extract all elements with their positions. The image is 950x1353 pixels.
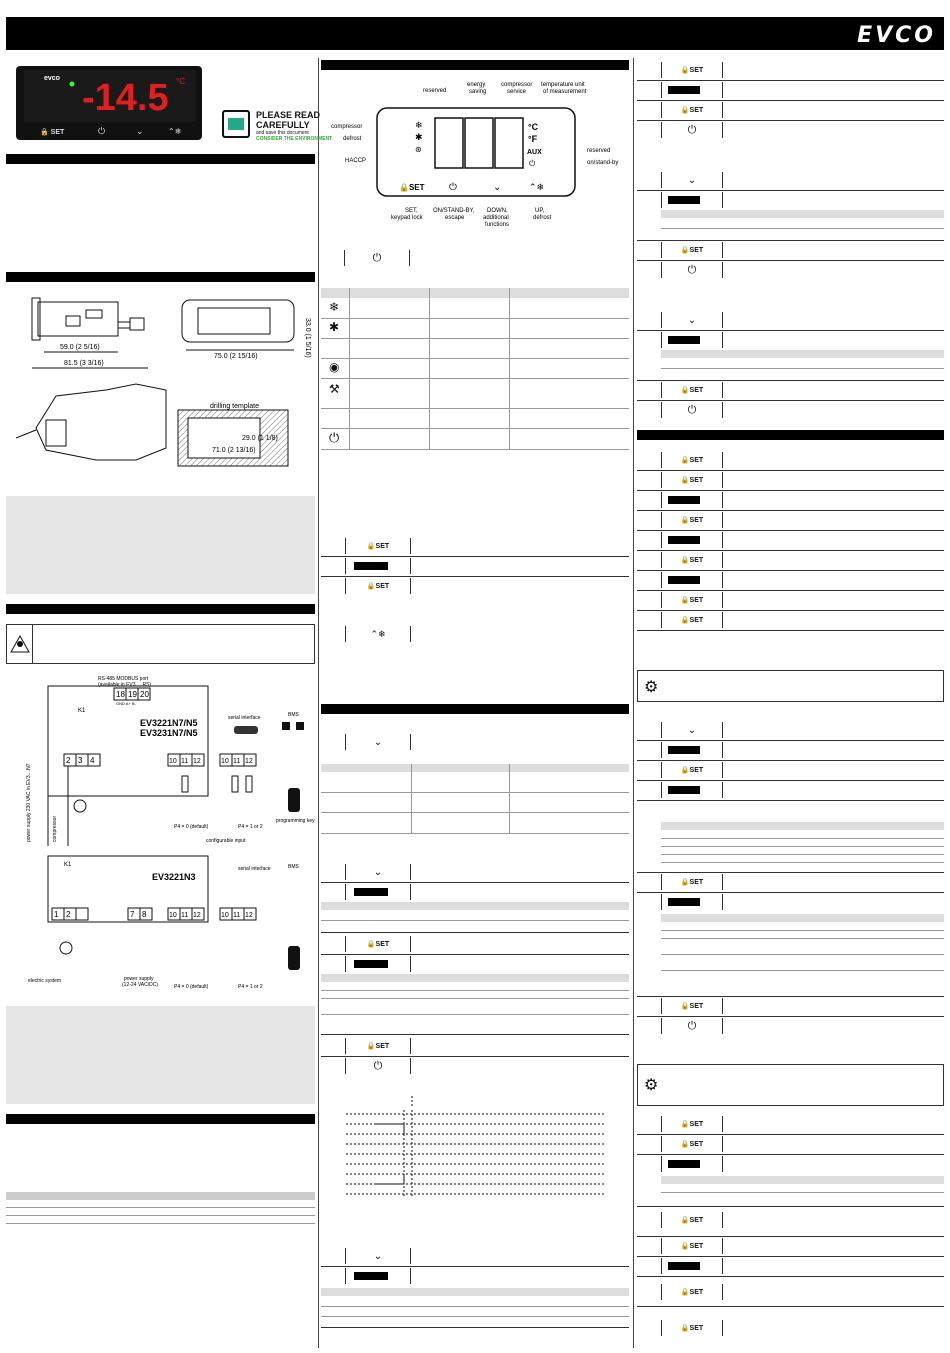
down-up-keys bbox=[661, 492, 723, 508]
dim-71: 71.0 (2 13/16) bbox=[212, 447, 256, 454]
svg-text:11: 11 bbox=[233, 912, 241, 919]
svg-text:10: 10 bbox=[169, 912, 177, 919]
svg-text:12: 12 bbox=[245, 758, 253, 765]
svg-text:power supply: power supply bbox=[124, 976, 154, 982]
svg-text:power supply 230 VAC in EV3...: power supply 230 VAC in EV3....N7 bbox=[26, 763, 32, 842]
down-up-keys bbox=[661, 192, 723, 208]
gear-icon: ⚙ bbox=[644, 679, 659, 696]
svg-text:⌃❄: ⌃❄ bbox=[168, 127, 182, 136]
note-box bbox=[6, 496, 315, 594]
down-up-keys bbox=[661, 532, 723, 548]
key-seq-2 bbox=[321, 864, 629, 1104]
svg-text:compressor: compressor bbox=[331, 124, 363, 130]
warning-box bbox=[6, 624, 315, 664]
set-key: 🔒 SET bbox=[661, 612, 723, 628]
svg-text:⌄: ⌄ bbox=[493, 182, 502, 193]
svg-text:EV3221N7/N5: EV3221N7/N5 bbox=[140, 718, 198, 728]
section-bar bbox=[321, 60, 629, 70]
note-box bbox=[6, 1006, 315, 1104]
down-up-keys bbox=[661, 742, 723, 758]
svg-text:service: service bbox=[507, 89, 527, 95]
svg-text:P4 = 1 or 2: P4 = 1 or 2 bbox=[238, 824, 263, 830]
svg-text:4: 4 bbox=[90, 756, 95, 765]
gear-icon: ⚙ bbox=[644, 1077, 659, 1094]
set-key: 🔒 SET bbox=[345, 1038, 411, 1054]
power-icon: ⏻ bbox=[345, 1058, 411, 1074]
section-bar bbox=[6, 1114, 315, 1124]
down-up-keys bbox=[661, 782, 723, 798]
svg-text:GND A+ B-: GND A+ B- bbox=[116, 701, 136, 706]
dim-29: 29.0 (1 1/8) bbox=[242, 435, 278, 442]
svg-text:⊛: ⊛ bbox=[415, 145, 422, 154]
section-bar bbox=[6, 272, 315, 282]
read-title-1: PLEASE READ bbox=[256, 110, 321, 120]
section-bar bbox=[6, 604, 315, 614]
dim-75: 75.0 (2 15/16) bbox=[214, 353, 258, 360]
key-seq-1 bbox=[321, 538, 629, 598]
svg-text:EV3231N7/N5: EV3231N7/N5 bbox=[140, 728, 198, 738]
svg-text:⏻: ⏻ bbox=[449, 182, 457, 193]
svg-text:saving: saving bbox=[469, 89, 487, 95]
svg-text:12: 12 bbox=[193, 912, 201, 919]
svg-text:7: 7 bbox=[130, 910, 135, 919]
power-icon: ⏻ bbox=[661, 262, 723, 278]
defrost-icon: ✱ bbox=[329, 320, 340, 334]
display-value: -14.5 bbox=[82, 77, 169, 119]
svg-text:serial interface: serial interface bbox=[228, 715, 261, 721]
front-panel-diagram bbox=[321, 76, 629, 232]
dimensions-drawing bbox=[6, 288, 315, 468]
svg-text:10: 10 bbox=[221, 758, 229, 765]
svg-text:SET,: SET, bbox=[405, 208, 418, 214]
dim-59: 59.0 (2 5/16) bbox=[60, 344, 100, 351]
set-key: 🔒 SET bbox=[661, 998, 723, 1014]
down-up-keys bbox=[345, 956, 411, 972]
svg-text:UP,: UP, bbox=[535, 208, 545, 214]
svg-text:20: 20 bbox=[140, 690, 149, 699]
set-key: 🔒 SET bbox=[661, 592, 723, 608]
svg-text:°F: °F bbox=[528, 134, 538, 144]
standby-icon: ⏻ bbox=[329, 430, 340, 445]
service-wrench-icon: ⚒ bbox=[329, 382, 340, 396]
svg-text:compressor: compressor bbox=[52, 815, 58, 842]
down-up-keys bbox=[661, 572, 723, 588]
svg-text:functions: functions bbox=[485, 222, 510, 228]
svg-text:°C: °C bbox=[176, 77, 185, 86]
svg-text:defrost: defrost bbox=[533, 215, 552, 221]
key-seq-3 bbox=[321, 1248, 629, 1328]
svg-text:of measurement: of measurement bbox=[543, 89, 587, 95]
set-key: 🔒 SET bbox=[661, 1116, 723, 1132]
svg-text:programming key: programming key bbox=[276, 818, 315, 824]
down-key: ⌄ bbox=[345, 1248, 411, 1264]
svg-text:EV3221N3: EV3221N3 bbox=[152, 872, 196, 882]
set-key: 🔒 SET bbox=[661, 62, 723, 78]
svg-text:2: 2 bbox=[66, 756, 71, 765]
svg-text:18: 18 bbox=[116, 690, 125, 699]
svg-text:°C: °C bbox=[528, 122, 539, 132]
down-key: ⌄ bbox=[661, 312, 723, 328]
warning-electrician-icon bbox=[10, 634, 30, 654]
down-up-keys bbox=[661, 1258, 723, 1274]
column-divider bbox=[318, 58, 319, 1348]
read-env: CONSIDER THE ENVIRONMENT bbox=[256, 136, 333, 142]
svg-text:3: 3 bbox=[78, 756, 83, 765]
set-key: 🔒 SET bbox=[345, 538, 411, 554]
down-key: ⌄ bbox=[661, 722, 723, 738]
svg-text:(available in EV3.... RS): (available in EV3.... RS) bbox=[98, 682, 152, 688]
svg-text:configurable input: configurable input bbox=[206, 838, 246, 844]
svg-text:8: 8 bbox=[142, 910, 147, 919]
key-row-onoff bbox=[344, 250, 410, 266]
up-defrost-key: ⌃❄ bbox=[345, 626, 411, 642]
svg-text:11: 11 bbox=[233, 758, 241, 765]
set-key: 🔒 SET bbox=[661, 1238, 723, 1254]
drill-label: drilling template bbox=[210, 403, 260, 410]
svg-text:❄: ❄ bbox=[415, 120, 423, 130]
svg-text:19: 19 bbox=[128, 690, 137, 699]
svg-text:11: 11 bbox=[181, 758, 189, 765]
svg-text:12: 12 bbox=[245, 912, 253, 919]
section-bar bbox=[321, 704, 629, 714]
key-seq-c3-6 bbox=[637, 1116, 944, 1346]
svg-text:energy: energy bbox=[467, 82, 486, 88]
read-sub: and save this document bbox=[256, 130, 309, 136]
set-key: 🔒 SET bbox=[661, 1320, 723, 1336]
down-key: ⌄ bbox=[661, 172, 723, 188]
dim-81: 81.5 (3 3/16) bbox=[64, 360, 104, 367]
svg-text:escape: escape bbox=[445, 215, 465, 221]
svg-text:DOWN,: DOWN, bbox=[487, 208, 508, 214]
svg-text:11: 11 bbox=[181, 912, 189, 919]
evco-logo: EVCO bbox=[857, 23, 936, 48]
set-key: 🔒 SET bbox=[661, 1136, 723, 1152]
key-seq-c3-2 bbox=[637, 172, 944, 282]
set-key: 🔒 SET bbox=[661, 102, 723, 118]
svg-text:AUX: AUX bbox=[527, 149, 542, 156]
settings-box-1 bbox=[637, 670, 944, 702]
down-up-keys bbox=[661, 332, 723, 348]
svg-text:additional: additional bbox=[483, 215, 509, 221]
down-up-keys bbox=[661, 82, 723, 98]
dim-33: 33.0 (1 5/16) bbox=[304, 318, 311, 358]
svg-text:P4 = 0 (default): P4 = 0 (default) bbox=[174, 824, 209, 830]
header-bar bbox=[6, 17, 944, 50]
wiring-diagram-1 bbox=[6, 672, 315, 848]
svg-text:1: 1 bbox=[54, 910, 59, 919]
svg-text:✱: ✱ bbox=[415, 132, 423, 142]
set-key: 🔒 SET bbox=[661, 472, 723, 488]
svg-text:keypad lock: keypad lock bbox=[391, 215, 423, 221]
down-key: ⌄ bbox=[345, 734, 411, 750]
key-seq-c3-4 bbox=[637, 450, 944, 632]
svg-text:evco: evco bbox=[44, 75, 60, 82]
power-icon: ⏻ bbox=[661, 402, 723, 418]
key-seq-c3-5 bbox=[637, 722, 944, 1022]
down-up-keys bbox=[345, 884, 411, 900]
svg-text:12: 12 bbox=[193, 758, 201, 765]
set-key: 🔒 SET bbox=[661, 874, 723, 890]
svg-text:reserved: reserved bbox=[423, 88, 447, 94]
set-key: 🔒 SET bbox=[661, 512, 723, 528]
svg-text:K1: K1 bbox=[64, 862, 72, 868]
svg-text:BMS: BMS bbox=[288, 712, 299, 718]
down-up-keys bbox=[345, 558, 411, 574]
svg-text:⏻: ⏻ bbox=[98, 126, 106, 136]
key-seq-c3-3 bbox=[637, 312, 944, 422]
svg-text:HACCP: HACCP bbox=[345, 158, 367, 164]
svg-text:⏻: ⏻ bbox=[529, 159, 536, 168]
svg-text:⌃❄: ⌃❄ bbox=[529, 182, 545, 192]
read-title-2: CAREFULLY bbox=[256, 120, 310, 130]
svg-text:P4 = 1 or 2: P4 = 1 or 2 bbox=[238, 984, 263, 990]
small-table bbox=[6, 1192, 315, 1232]
svg-text:10: 10 bbox=[221, 912, 229, 919]
down-up-keys bbox=[661, 894, 723, 910]
hand-icon bbox=[228, 118, 244, 130]
svg-text:RS-485 MODBUS port: RS-485 MODBUS port bbox=[98, 676, 149, 682]
set-key: 🔒 SET bbox=[661, 452, 723, 468]
power-icon: ⏻ bbox=[661, 122, 723, 138]
settings-box-2 bbox=[637, 1064, 944, 1106]
svg-text:⌄: ⌄ bbox=[136, 126, 144, 136]
power-icon: ⏻ bbox=[661, 1018, 723, 1034]
compressor-icon: ❄ bbox=[329, 300, 340, 314]
svg-text:(12-24 VAC/DC): (12-24 VAC/DC) bbox=[122, 982, 159, 988]
led-table bbox=[321, 288, 629, 450]
set-key: 🔒 SET bbox=[661, 762, 723, 778]
svg-text:reserved: reserved bbox=[587, 148, 611, 154]
energy-saving-icon: ◉ bbox=[329, 360, 340, 374]
set-key: 🔒 SET bbox=[661, 1212, 723, 1228]
power-icon: ⏻ bbox=[372, 251, 382, 264]
svg-text:10: 10 bbox=[169, 758, 177, 765]
svg-text:🔒 SET: 🔒 SET bbox=[40, 129, 65, 136]
timing-chart bbox=[344, 1096, 606, 1200]
wiring-diagram-2 bbox=[6, 852, 315, 992]
down-up-keys bbox=[661, 1156, 723, 1172]
product-photo bbox=[14, 62, 204, 146]
set-key: 🔒 SET bbox=[661, 382, 723, 398]
svg-text:serial interface: serial interface bbox=[238, 866, 271, 872]
svg-text:defrost: defrost bbox=[343, 136, 362, 142]
svg-text:temperature unit: temperature unit bbox=[541, 82, 585, 88]
svg-text:compressor: compressor bbox=[501, 82, 533, 88]
svg-text:P4 = 0 (default): P4 = 0 (default) bbox=[174, 984, 209, 990]
svg-text:2: 2 bbox=[66, 910, 71, 919]
func-table bbox=[321, 764, 629, 834]
set-key: 🔒 SET bbox=[661, 552, 723, 568]
section-bar bbox=[637, 430, 944, 440]
svg-text:K1: K1 bbox=[78, 708, 86, 714]
svg-text:🔒SET: 🔒SET bbox=[399, 183, 425, 192]
key-seq-c3-1 bbox=[637, 60, 944, 140]
set-key: 🔒 SET bbox=[661, 1284, 723, 1300]
down-key: ⌄ bbox=[345, 864, 411, 880]
section-bar bbox=[6, 154, 315, 164]
set-key: 🔒 SET bbox=[345, 936, 411, 952]
down-up-keys bbox=[345, 1268, 411, 1284]
svg-text:electric system: electric system bbox=[28, 978, 62, 984]
svg-text:on/stand-by: on/stand-by bbox=[587, 160, 619, 166]
svg-text:BMS: BMS bbox=[288, 864, 299, 870]
set-key: 🔒 SET bbox=[345, 578, 411, 594]
set-key: 🔒 SET bbox=[661, 242, 723, 258]
svg-text:ON/STAND-BY,: ON/STAND-BY, bbox=[433, 208, 475, 214]
column-divider bbox=[633, 58, 634, 1348]
